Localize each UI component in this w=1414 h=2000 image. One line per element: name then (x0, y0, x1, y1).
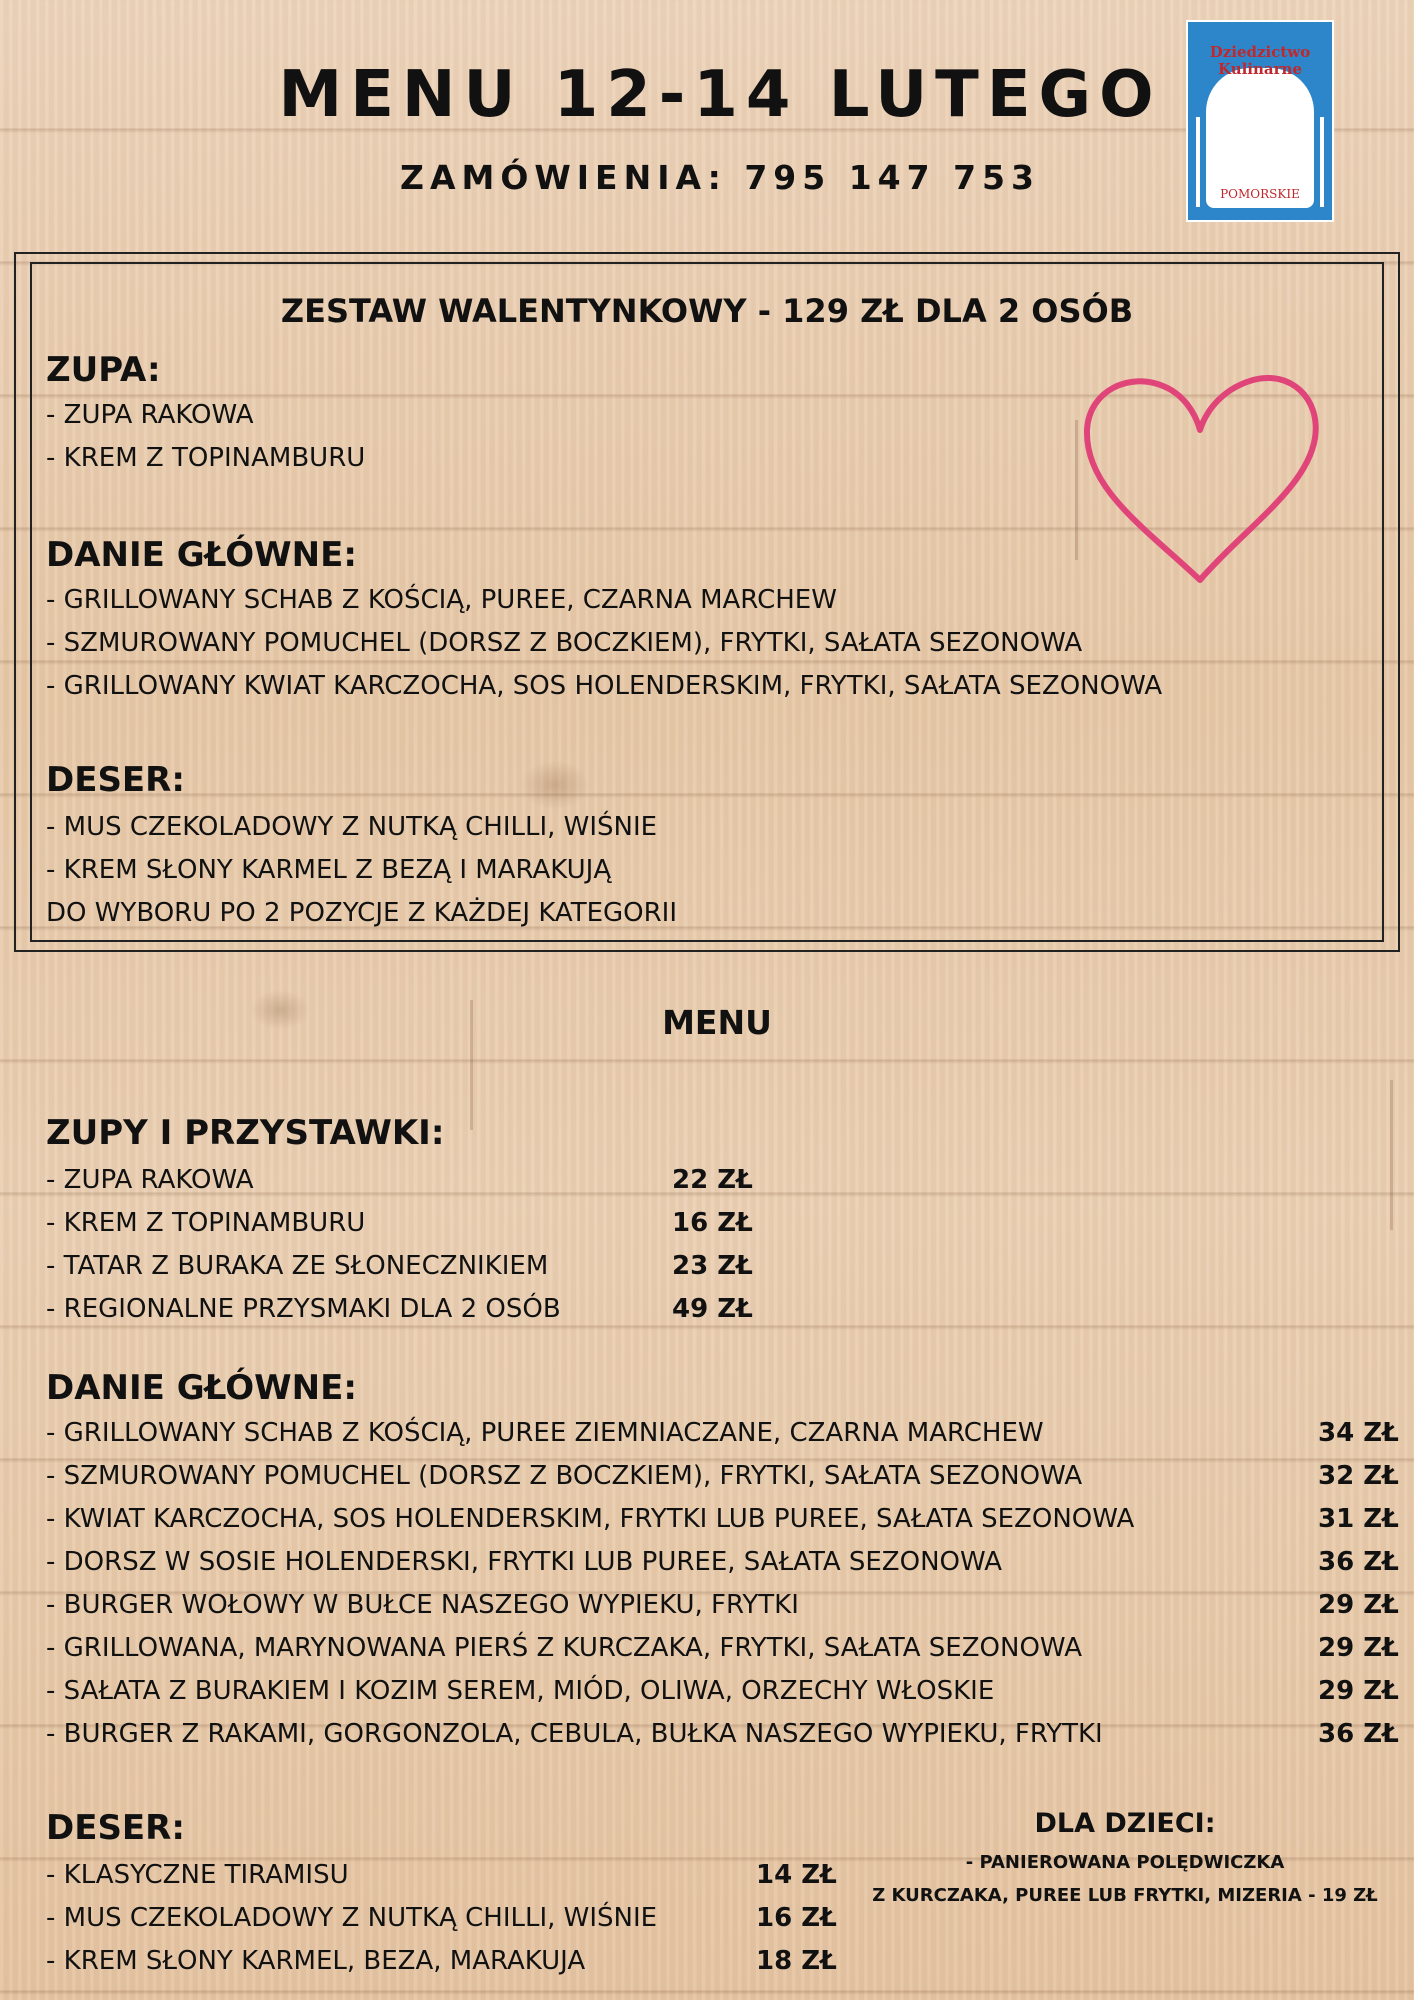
logo-line2: Kulinarne (1218, 60, 1302, 78)
page-title: MENU 12-14 LUTEGO (278, 58, 1162, 132)
menu-item-name: - MUS CZEKOLADOWY Z NUTKĄ CHILLI, WIŚNIE (46, 1903, 658, 1933)
list-item: - SZMUROWANY POMUCHEL (DORSZ Z BOCZKIEM), FRYTKI, SAŁATA SEZONOWA (46, 628, 1083, 658)
menu-item-price: 14 ZŁ (756, 1860, 837, 1890)
menu-item-price: 29 ZŁ (1318, 1633, 1399, 1663)
menu-item-price: 49 ZŁ (672, 1294, 753, 1324)
menu-item-price: 34 ZŁ (1318, 1418, 1399, 1448)
menu-item-price: 23 ZŁ (672, 1251, 753, 1281)
kids-header: DLA DZIECI: (1034, 1808, 1216, 1839)
menu-item-price: 31 ZŁ (1318, 1504, 1399, 1534)
logo (1186, 20, 1334, 222)
menu-item-name: - ZUPA RAKOWA (46, 1165, 254, 1195)
valentine-note: DO WYBORU PO 2 POZYCJE Z KAŻDEJ KATEGORII (46, 898, 678, 928)
menu-item-price: 16 ZŁ (756, 1903, 837, 1933)
menu-item-name: - BURGER WOŁOWY W BUŁCE NASZEGO WYPIEKU, FRYTKI (46, 1590, 799, 1620)
list-item: - KREM SŁONY KARMEL Z BEZĄ I MARAKUJĄ (46, 855, 612, 885)
menu-item-name: - SZMUROWANY POMUCHEL (DORSZ Z BOCZKIEM), FRYTKI, SAŁATA SEZONOWA (46, 1461, 1083, 1491)
desserts-header: DESER: (46, 1808, 185, 1848)
menu-item-price: 36 ZŁ (1318, 1719, 1399, 1749)
orders-phone: ZAMÓWIENIA: 795 147 753 (400, 158, 1040, 197)
logo-text (1192, 44, 1328, 78)
list-item: - MUS CZEKOLADOWY Z NUTKĄ CHILLI, WIŚNIE (46, 812, 658, 842)
list-item: - GRILLOWANY KWIAT KARCZOCHA, SOS HOLENDERSKIM, FRYTKI, SAŁATA SEZONOWA (46, 671, 1163, 701)
menu-item-price: 29 ZŁ (1318, 1590, 1399, 1620)
wood-seam (1390, 1080, 1393, 1230)
list-item: - GRILLOWANY SCHAB Z KOŚCIĄ, PUREE, CZARNA MARCHEW (46, 585, 837, 615)
menu-item-name: - KREM SŁONY KARMEL, BEZA, MARAKUJA (46, 1946, 586, 1976)
menu-item-price: 18 ZŁ (756, 1946, 837, 1976)
mains-header: DANIE GŁÓWNE: (46, 1368, 357, 1408)
logo-region: POMORSKIE (1220, 187, 1300, 201)
list-item: - ZUPA RAKOWA (46, 400, 254, 430)
menu-item-name: - KWIAT KARCZOCHA, SOS HOLENDERSKIM, FRYTKI LUB PUREE, SAŁATA SEZONOWA (46, 1504, 1135, 1534)
logo-line1: Dziedzictwo (1209, 43, 1311, 61)
valentine-dessert-header: DESER: (46, 760, 185, 800)
menu-item-price: 29 ZŁ (1318, 1676, 1399, 1706)
kids-item-line1: - PANIEROWANA POLĘDWICZKA (965, 1852, 1285, 1873)
menu-item-name: - KREM Z TOPINAMBURU (46, 1208, 366, 1238)
menu-item-name: - SAŁATA Z BURAKIEM I KOZIM SEREM, MIÓD, OLIWA, ORZECHY WŁOSKIE (46, 1676, 995, 1706)
valentine-main-header: DANIE GŁÓWNE: (46, 535, 357, 575)
menu-item-price: 16 ZŁ (672, 1208, 753, 1238)
menu-item-name: - GRILLOWANY SCHAB Z KOŚCIĄ, PUREE ZIEMNIACZANE, CZARNA MARCHEW (46, 1418, 1044, 1448)
menu-title: MENU (662, 1003, 772, 1042)
menu-item-price: 22 ZŁ (672, 1165, 753, 1195)
starters-header: ZUPY I PRZYSTAWKI: (46, 1113, 445, 1153)
menu-item-name: - GRILLOWANA, MARYNOWANA PIERŚ Z KURCZAKA, FRYTKI, SAŁATA SEZONOWA (46, 1633, 1082, 1663)
menu-item-name: - BURGER Z RAKAMI, GORGONZOLA, CEBULA, BUŁKA NASZEGO WYPIEKU, FRYTKI (46, 1719, 1103, 1749)
heart-shape (1087, 378, 1316, 580)
menu-item-name: - REGIONALNE PRZYSMAKI DLA 2 OSÓB (46, 1294, 561, 1324)
kids-item-line2: Z KURCZAKA, PUREE LUB FRYTKI, MIZERIA - 19 ZŁ (872, 1885, 1378, 1906)
menu-item-name: - DORSZ W SOSIE HOLENDERSKI, FRYTKI LUB PUREE, SAŁATA SEZONOWA (46, 1547, 1003, 1577)
heart-icon (1075, 368, 1325, 598)
menu-item-name: - KLASYCZNE TIRAMISU (46, 1860, 349, 1890)
menu-item-price: 36 ZŁ (1318, 1547, 1399, 1577)
menu-item-name: - TATAR Z BURAKA ZE SŁONECZNIKIEM (46, 1251, 549, 1281)
list-item: - KREM Z TOPINAMBURU (46, 443, 366, 473)
valentine-soup-header: ZUPA: (46, 350, 161, 390)
valentine-title: ZESTAW WALENTYNKOWY - 129 ZŁ DLA 2 OSÓB (280, 292, 1134, 330)
menu-item-price: 32 ZŁ (1318, 1461, 1399, 1491)
